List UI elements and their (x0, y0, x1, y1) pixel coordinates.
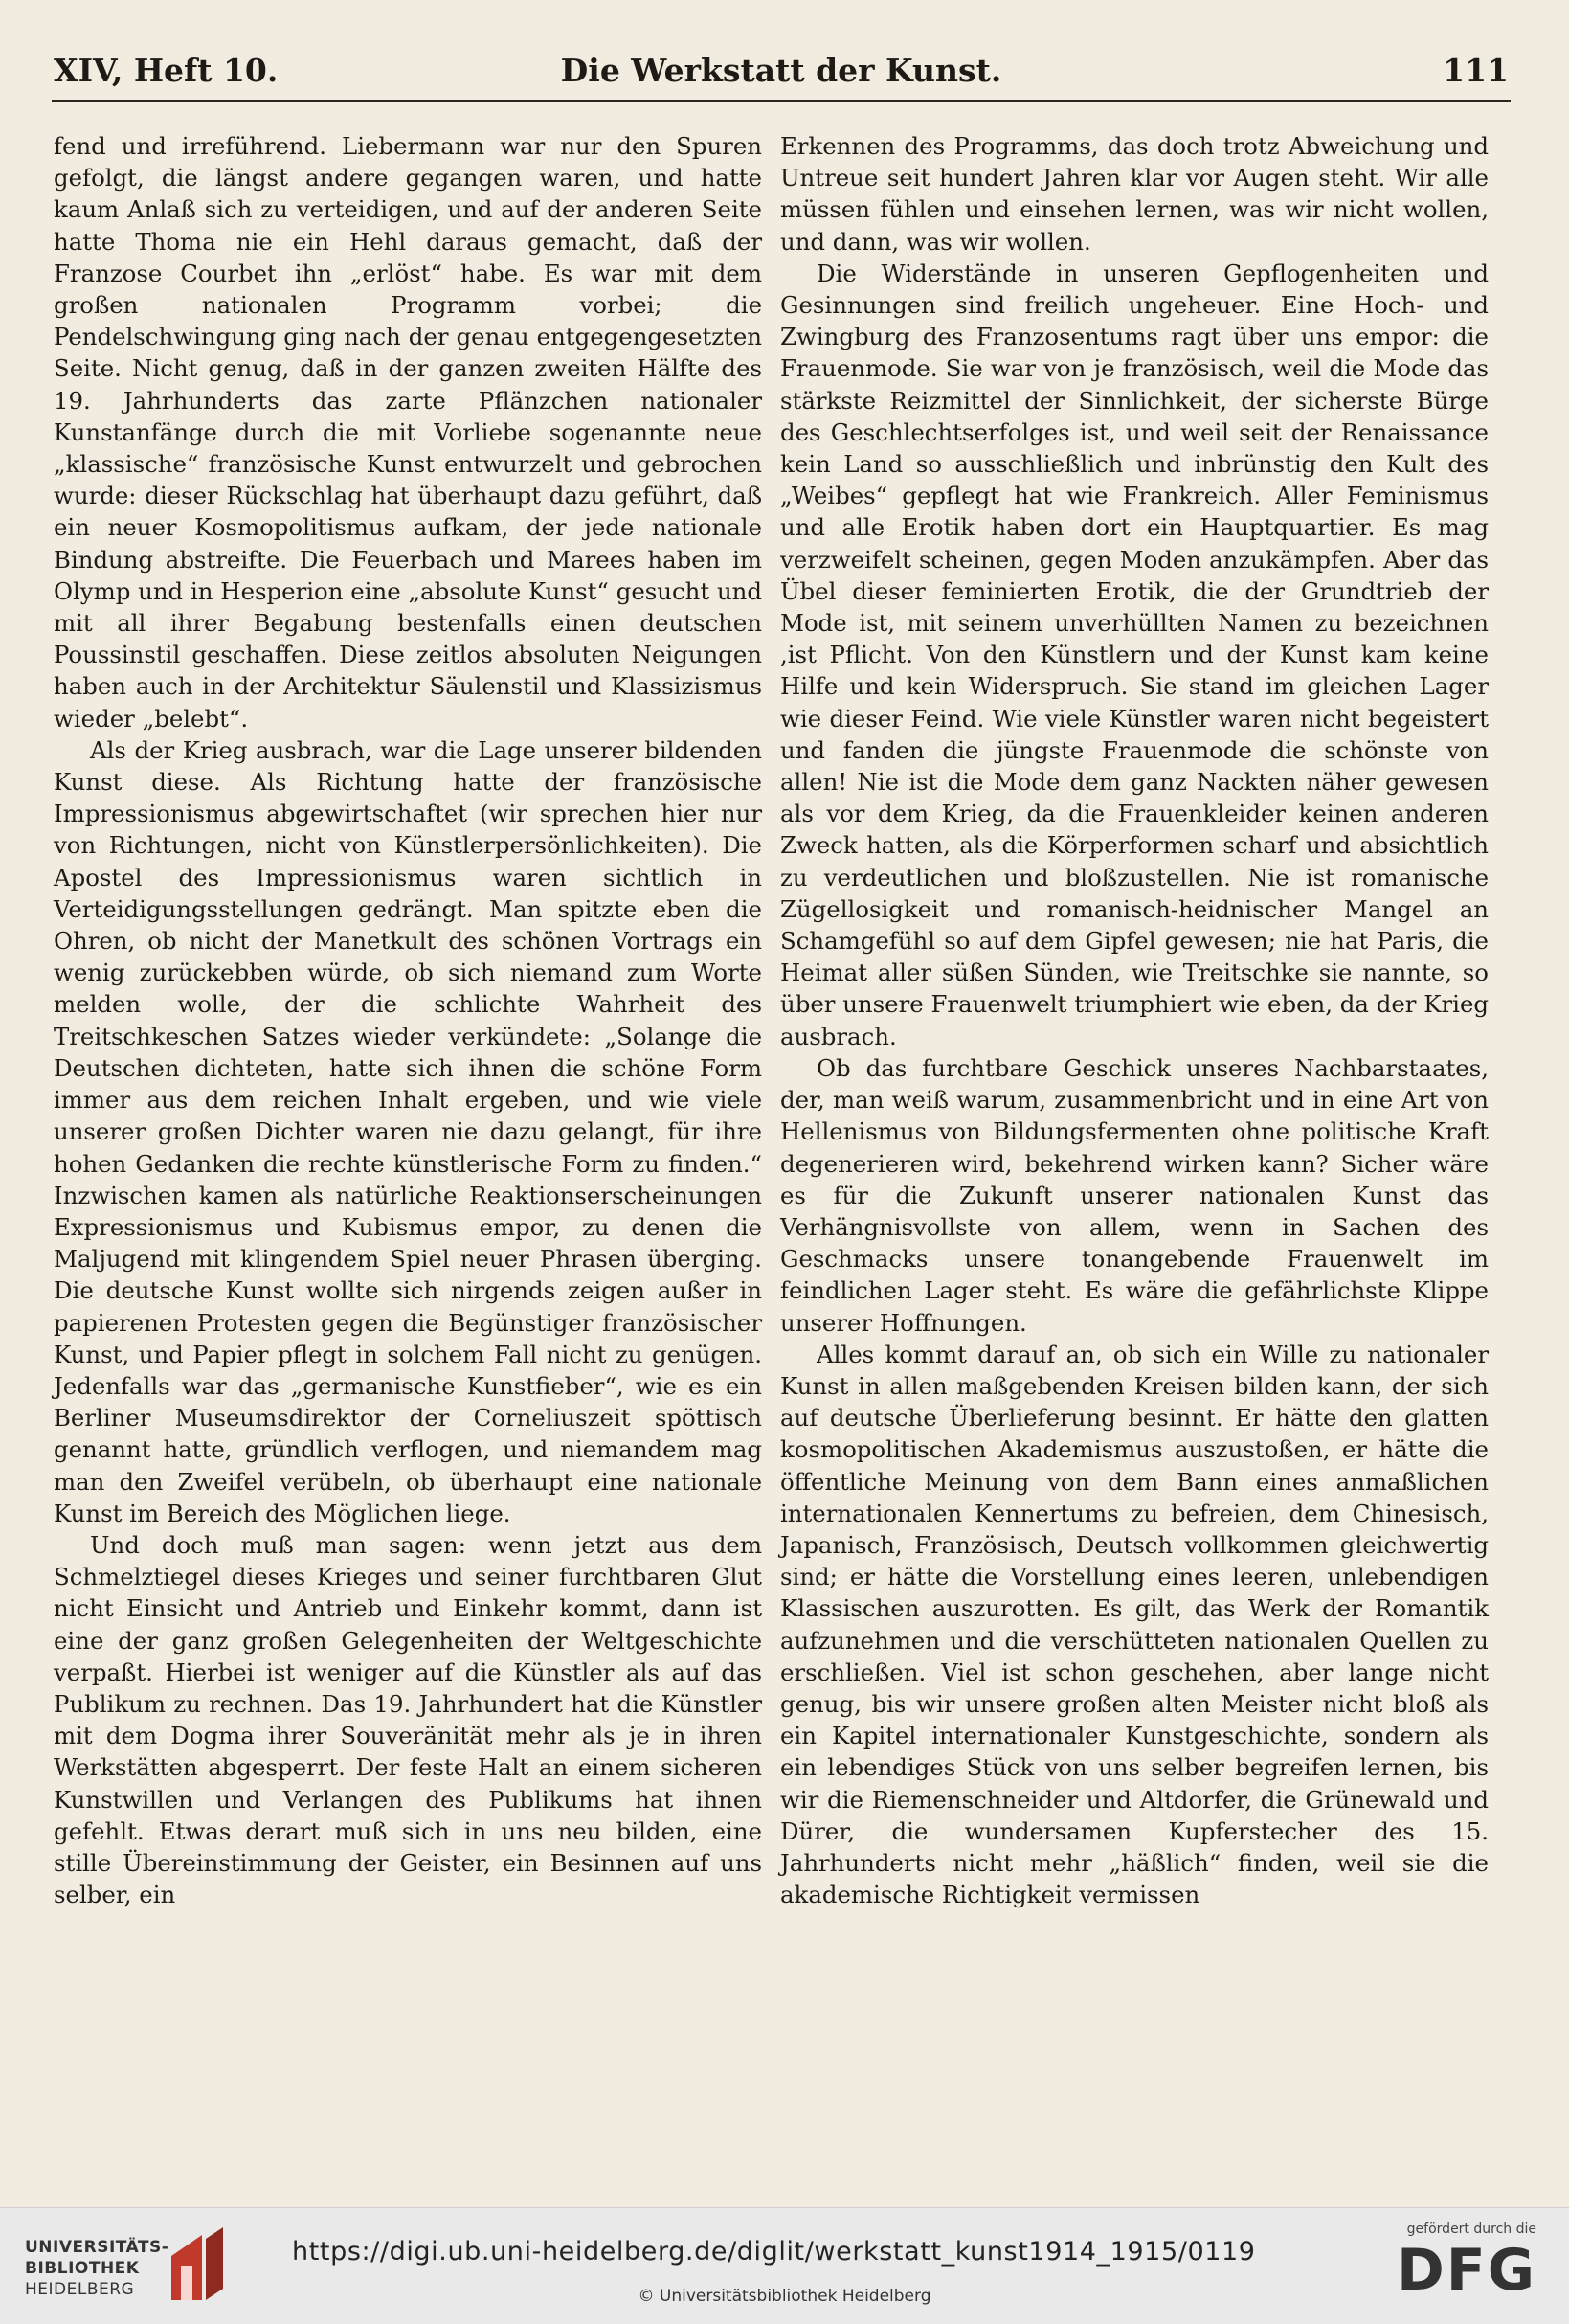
issue-label: XIV, Heft 10. (54, 52, 279, 89)
paragraph: Ob das furchtbare Geschick unseres Nachbarstaates, der, man weiß warum, zusammenbricht und in eine Art von Hellenismus von Bildungsfermenten ohne politische Kraft degenerieren wird, bekehrend wirken kann? Sicher wäre es für die Zukunft unserer nationalen Kunst das Verhängnisvollste von allem, wenn in Sachen des Geschmacks unsere tonangebende Frauenwelt im feindlichen Lager steht. Es wäre die gefährlichste Klippe unserer Hoffnungen. (780, 1053, 1489, 1337)
journal-title: Die Werkstatt der Kunst. (560, 52, 1002, 89)
dfg-wordmark: DFG (1396, 2237, 1536, 2304)
paragraph: fend und irreführend. Liebermann war nur den Spuren gefolgt, die längst andere gegangen waren, und hatte kaum Anlaß sich zu verteidigen, und auf der anderen Seite hatte Thoma nie ein Hehl daraus gemacht, daß der Franzose Courbet ihn „erlöst“ habe. Es war mit dem großen nationalen Programm vorbei; die Pendelschwingung ging nach der genau entgegengesetzten Seite. Nicht genug, daß in der ganzen zweiten Hälfte des 19. Jahrhunderts das zarte Pflänzchen nationaler Kunstanfänge durch die mit Vorliebe sogenannte neue „klassische“ französische Kunst entwurzelt und gebrochen wurde: dieser Rückschlag hat überhaupt dazu geführt, daß ein neuer Kosmopolitismus aufkam, der jede nationale Bindung abstreifte. Die Feuerbach und Marees haben im Olymp und in Hesperion eine „absolute Kunst“ gesucht und mit all ihrer Begabung bestenfalls einen deutschen Poussinstil geschaffen. Diese zeitlos absoluten Neigungen haben auch in der Architektur Säulenstil und Klassizismus wieder „belebt“. (54, 132, 762, 733)
paragraph: Alles kommt darauf an, ob sich ein Wille zu nationaler Kunst in allen maßgebenden Kreisen bilden kann, der sich auf deutsche Überlieferung besinnt. Er hätte den glatten kosmopolitischen Akademismus auszustoßen, er hätte die öffentliche Meinung von dem Bann eines anmaßlichen internationalen Kennertums zu befreien, dem Chinesisch, Japanisch, Französisch, Deutsch vollkommen gleichwertig sind; er hätte die Vorstellung eines leeren, unlebendigen Klassischen auszurotten. Es gilt, das Werk der Romantik aufzunehmen und die verschütteten nationalen Quellen zu erschließen. Viel ist schon geschehen, aber lange nicht genug, bis wir unsere großen alten Meister nicht bloß als ein Kapitel internationaler Kunstgeschichte, sondern als ein lebendiges Stück von uns selber begreifen lernen, bis wir die Riemenschneider und Altdorfer, die Grünewald und Dürer, die wundersamen Kupferstecher des 15. Jahrhunderts nicht mehr „häßlich“ finden, weil sie die akademische Richtigkeit vermissen (780, 1340, 1489, 1909)
dfg-funding-note: gefördert durch die (1406, 2222, 1536, 2237)
dfg-logo[interactable] (1364, 2222, 1536, 2317)
left-column (54, 130, 762, 1910)
copyright-notice: © Universitätsbibliothek Heidelberg (638, 2287, 931, 2306)
paragraph: Erkennen des Programms, das doch trotz Abweichung und Untreue seit hundert Jahren klar vor Augen steht. Wir alle müssen fühlen und einsehen lernen, was wir nicht wollen, und dann, was wir wollen. (780, 132, 1489, 256)
paragraph: Die Widerstände in unseren Gepflogenheiten und Gesinnungen sind freilich ungeheuer. Eine Hoch- und Zwingburg des Franzosentums ragt über uns empor: die Frauenmode. Sie war von je französisch, weil die Mode das stärkste Reizmittel der Sinnlichkeit, der sicherste Bürge des Geschlechtserfolges ist, und weil seit der Renaissance kein Land so ausschließlich und inbrünstig den Kult des „Weibes“ gepflegt hat wie Frankreich. Aller Feminismus und alle Erotik haben dort ein Hauptquartier. Es mag verzweifelt scheinen, gegen Moden anzukämpfen. Aber das Übel dieser feminierten Erotik, die der Grundtrieb der Mode ist, mit seinem unverhüllten Namen zu bezeichnen ,ist Pflicht. Von den Künstlern und der Kunst kam keine Hilfe und kein Widerspruch. Sie stand im gleichen Lager wie dieser Feind. Wie viele Künstler waren nicht begeistert und fanden die jüngste Frauenmode die schönste von allen! Nie ist die Mode dem ganz Nackten näher gewesen als vor dem Krieg, da die Frauenkleider keinen anderen Zweck hatten, als die Körperformen scharf und absichtlich zu verdeutlichen und bloßzustellen. Nie ist romanische Zügellosigkeit und romanisch-heidnischer Mangel an Schamgefühl so auf dem Gipfel gewesen; nie hat Paris, die Heimat aller süßen Sünden, wie Treitschke sie nannte, so über unsere Frauenwelt triumphiert wie eben, da der Krieg ausbrach. (780, 259, 1489, 1050)
running-header (54, 50, 1509, 96)
right-column (780, 130, 1489, 1910)
permalink-url[interactable]: https://digi.ub.uni-heidelberg.de/diglit/werkstatt_kunst1914_1915/0119 (292, 2237, 1256, 2267)
viewer-footer (0, 2207, 1569, 2324)
paragraph: Und doch muß man sagen: wenn jetzt aus dem Schmelztiegel dieses Krieges und seiner furchtbaren Glut nicht Einsicht und Antrieb und Einkehr kommt, dann ist eine der ganz großen Gelegenheiten der Weltgeschichte verpaßt. Hierbei ist weniger auf die Künstler als auf das Publikum zu rechnen. Das 19. Jahrhundert hat die Künstler mit dem Dogma ihrer Souveränität mehr als je in ihren Werkstätten abgesperrt. Der feste Halt an einem sicheren Kunstwillen und Verlangen des Publikums hat ihnen gefehlt. Etwas derart muß sich in uns neu bilden, eine stille Übereinstimmung der Geister, ein Besinnen auf uns selber, ein (54, 1530, 762, 1909)
page-number: 111 (1443, 52, 1509, 89)
header-rule (52, 100, 1511, 102)
library-name: UNIVERSITÄTS- BIBLIOTHEK HEIDELBERG (25, 2238, 169, 2299)
paragraph: Als der Krieg ausbrach, war die Lage unserer bildenden Kunst diese. Als Richtung hatte der französische Impressionismus abgewirtschaftet (wir sprechen hier nur von Richtungen, nicht von Künstlerpersönlichkeiten). Die Apostel des Impressionismus waren sichtlich in Verteidigungsstellungen gedrängt. Man spitzte eben die Ohren, ob nicht der Manetkult des schönen Vortrags ein wenig zurückebben würde, ob sich niemand zum Worte melden wolle, der die schlichte Wahrheit des Treitschkeschen Satzes wieder verkündete: „Solange die Deutschen dichteten, hatte sich ihnen die schöne Form immer aus dem reichen Inhalt ergeben, und wie viele unserer großen Dichter waren nie dazu gelangt, für ihre hohen Gedanken die rechte künstlerische Form zu finden.“ Inzwischen kamen als natürliche Reaktionserscheinungen Expressionismus und Kubismus empor, zu denen die Maljugend mit klingendem Spiel neuer Phrasen überging. Die deutsche Kunst wollte sich nirgends zeigen außer in papierenen Protesten gegen die Begünstiger französischer Kunst, und Papier pflegt in solchem Fall nicht zu genügen. Jedenfalls war das „germanische Kunstfieber“, wie es ein Berliner Museumsdirektor der Corneliuszeit spöttisch genannt hatte, gründlich verflogen, und niemandem mag man den Zweifel verübeln, ob überhaupt eine nationale Kunst im Bereich des Möglichen liege. (54, 735, 762, 1527)
